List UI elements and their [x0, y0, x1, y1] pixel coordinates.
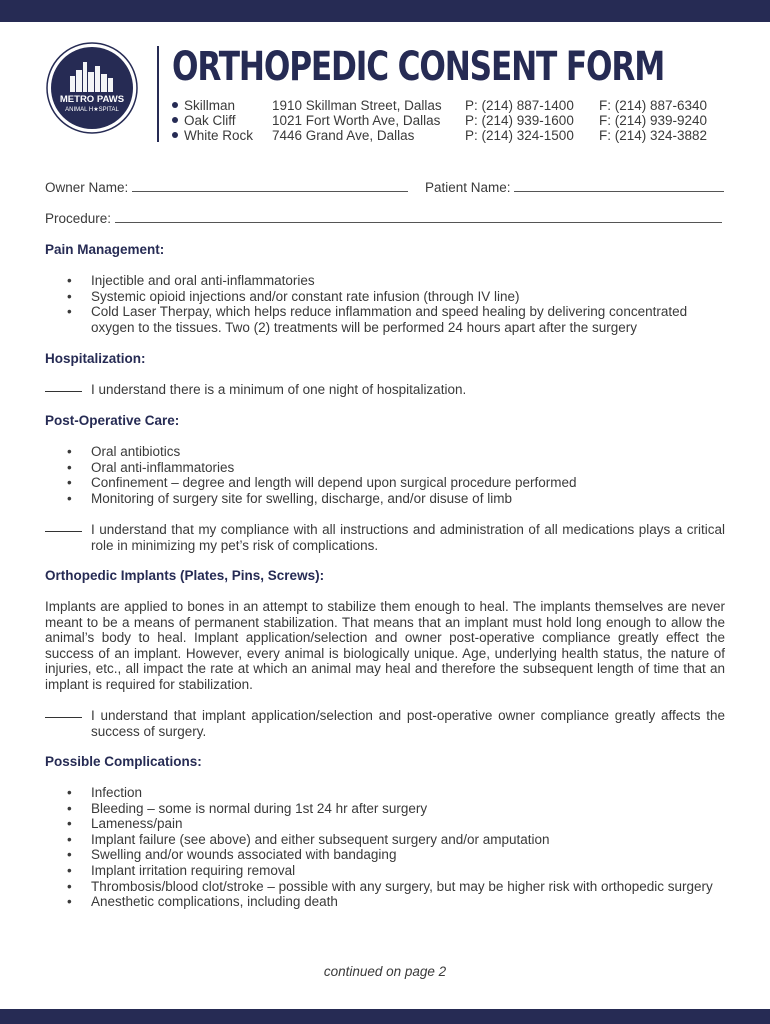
ack-text: I understand that implant application/selection and post-operative owner compliance greatly affects the success of surgery.: [91, 708, 725, 739]
initials-line[interactable]: [45, 717, 82, 718]
location-phone: P: (214) 939-1600: [465, 113, 574, 128]
bullet-dot-icon: [172, 132, 178, 138]
list-item: • Implant failure (see above) and either subsequent surgery and/or amputation: [67, 832, 725, 848]
complications-heading: Possible Complications:: [45, 754, 202, 769]
location-fax: F: (214) 887-6340: [599, 98, 708, 113]
location-faxes: [599, 98, 707, 143]
list-item: • Oral antibiotics: [67, 444, 725, 460]
patient-name-row: [425, 180, 724, 195]
ack-text: I understand there is a minimum of one night of hospitalization.: [91, 382, 467, 397]
list-item: • Swelling and/or wounds associated with bandaging: [67, 847, 725, 863]
list-item: • Implant irritation requiring removal: [67, 863, 725, 879]
top-banner: [0, 0, 770, 22]
header-divider: [157, 46, 159, 142]
hospitalization-ack: [45, 382, 725, 398]
implants-heading: Orthopedic Implants (Plates, Pins, Screws):: [45, 568, 325, 583]
location-phone: P: (214) 324-1500: [465, 128, 574, 143]
initials-line[interactable]: [45, 531, 82, 532]
location-names: [172, 98, 253, 143]
owner-name-field[interactable]: [132, 181, 408, 192]
list-item: • Bleeding – some is normal during 1st 24 hr after surgery: [67, 801, 725, 817]
list-item: • Anesthetic complications, including death: [67, 894, 725, 910]
location-addresses: [272, 98, 442, 143]
hospitalization-heading: Hospitalization:: [45, 351, 146, 366]
location-name: White Rock: [172, 128, 253, 143]
initials-line[interactable]: [45, 391, 82, 392]
location-address: 1910 Skillman Street, Dallas: [272, 98, 442, 113]
list-item: • Cold Laser Therpay, which helps reduce inflammation and speed healing by delivering concentrated oxygen to the tissues. Two (2) treatments will be performed 24 hours apart after the surgery: [67, 304, 725, 335]
continued-note: continued on page 2: [323, 964, 447, 979]
form-title: ORTHOPEDIC CONSENT FORM: [172, 44, 665, 90]
implants-ack: [45, 708, 725, 739]
location-address: 1021 Fort Worth Ave, Dallas: [272, 113, 441, 128]
bullet-dot-icon: [172, 102, 178, 108]
owner-name-label: Owner Name:: [45, 180, 129, 195]
location-address: 7446 Grand Ave, Dallas: [272, 128, 415, 143]
list-item: • Lameness/pain: [67, 816, 725, 832]
complications-list: [67, 785, 725, 910]
pain-management-list: [67, 273, 725, 335]
location-phone: P: (214) 887-1400: [465, 98, 574, 113]
post-op-ack: [45, 522, 725, 553]
location-name: Oak Cliff: [172, 113, 253, 128]
list-item: • Injectible and oral anti-inflammatories: [67, 273, 725, 289]
bullet-dot-icon: [172, 117, 178, 123]
implants-paragraph: Implants are applied to bones in an attempt to stabilize them enough to heal. The implants themselves are never meant to be a means of permanent stabilization. That means that an implant must hold long enough to allow the animal’s body to heal. Implant application/selection and owner post-operative compliance greatly effect the success of an implant. However, every animal is biologically unique. Age, underlying health status, the nature of injuries, etc., all impact the rate at which an animal may heal and therefore the subsequent length of time that an implant is required for stabilization.: [45, 599, 725, 692]
procedure-label: Procedure:: [45, 211, 112, 226]
list-item: • Oral anti-inflammatories: [67, 460, 725, 476]
location-name: Skillman: [172, 98, 253, 113]
bottom-banner: [0, 1009, 770, 1024]
owner-name-row: [45, 180, 408, 195]
procedure-row: [45, 211, 722, 226]
list-item: • Confinement – degree and length will depend upon surgical procedure performed: [67, 475, 725, 491]
pain-management-heading: Pain Management:: [45, 242, 165, 257]
procedure-field[interactable]: [115, 212, 722, 223]
ack-text: I understand that my compliance with all instructions and administration of all medications plays a critical role in minimizing my pet’s risk of complications.: [91, 522, 725, 553]
post-op-heading: Post-Operative Care:: [45, 413, 180, 428]
hospital-logo: [46, 42, 138, 134]
patient-name-field[interactable]: [514, 181, 724, 192]
list-item: • Systemic opioid injections and/or constant rate infusion (through IV line): [67, 289, 725, 305]
logo-line1: METRO PAWS: [59, 94, 125, 105]
list-item: • Infection: [67, 785, 725, 801]
location-phones: [465, 98, 574, 143]
location-fax: F: (214) 939-9240: [599, 113, 708, 128]
patient-name-label: Patient Name:: [425, 180, 511, 195]
post-op-list: [67, 444, 725, 506]
location-fax: F: (214) 324-3882: [599, 128, 708, 143]
logo-line2: ANIMAL H★SPITAL: [65, 107, 119, 113]
list-item: • Thrombosis/blood clot/stroke – possible with any surgery, but may be higher risk with orthopedic surgery: [67, 879, 725, 895]
list-item: • Monitoring of surgery site for swelling, discharge, and/or disuse of limb: [67, 491, 725, 507]
